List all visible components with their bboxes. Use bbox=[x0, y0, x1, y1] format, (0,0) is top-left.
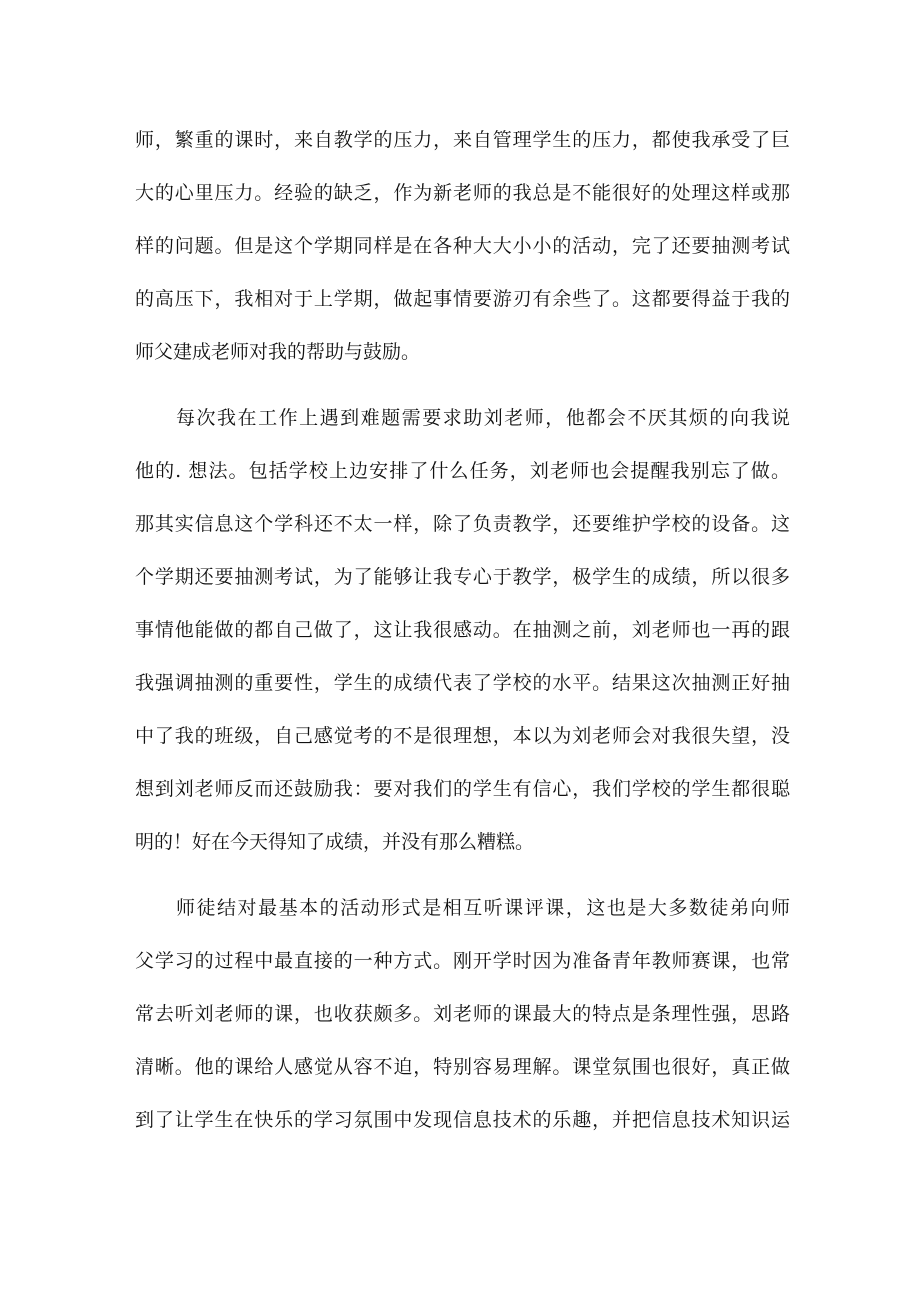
paragraph-3-line-3: 常去听刘老师的课，也收获颇多。刘老师的课最大的特点是条理性强，思路 bbox=[135, 1003, 790, 1025]
paragraph-2-line-8: 想到刘老师反而还鼓励我：要对我们的学生有信心，我们学校的学生都很聪 bbox=[135, 778, 790, 800]
paragraph-2-line-5: 事情他能做的都自己做了，这让我很感动。在抽测之前，刘老师也一再的跟 bbox=[135, 619, 790, 641]
paragraph-3-line-2: 父学习的过程中最直接的一种方式。刚开学时因为准备青年教师赛课，也常 bbox=[135, 950, 790, 972]
paragraph-1-line-5: 师父建成老师对我的帮助与鼓励。 bbox=[135, 341, 421, 363]
paragraph-3-line-4: 清晰。他的课给人感觉从容不迫，特别容易理解。课堂氛围也很好，真正做 bbox=[135, 1056, 790, 1078]
paragraph-2-line-1: 每次我在工作上遇到难题需要求助刘老师，他都会不厌其烦的向我说 bbox=[176, 407, 790, 429]
paragraph-2-line-9: 明的！好在今天得知了成绩，并没有那么糟糕。 bbox=[135, 831, 535, 853]
paragraph-2-line-4: 个学期还要抽测考试，为了能够让我专心于教学，极学生的成绩，所以很多 bbox=[135, 566, 790, 588]
paragraph-1-line-3: 样的问题。但是这个学期同样是在各种大大小小的活动，完了还要抽测考试 bbox=[135, 235, 790, 257]
paragraph-2-line-2: 他的. 想法。包括学校上边安排了什么任务，刘老师也会提醒我别忘了做。 bbox=[135, 460, 790, 482]
paragraph-1-line-1: 师，繁重的课时，来自教学的压力，来自管理学生的压力，都使我承受了巨 bbox=[135, 129, 790, 151]
paragraph-2-line-6: 我强调抽测的重要性，学生的成绩代表了学校的水平。结果这次抽测正好抽 bbox=[135, 672, 790, 694]
paragraph-1-line-4: 的高压下，我相对于上学期，做起事情要游刃有余些了。这都要得益于我的 bbox=[135, 288, 790, 310]
paragraph-2-line-7: 中了我的班级，自己感觉考的不是很理想，本以为刘老师会对我很失望，没 bbox=[135, 725, 790, 747]
paragraph-3-line-5: 到了让学生在快乐的学习氛围中发现信息技术的乐趣，并把信息技术知识运 bbox=[135, 1109, 790, 1131]
paragraph-2-line-3: 那其实信息这个学科还不太一样，除了负责教学，还要维护学校的设备。这 bbox=[135, 513, 790, 535]
paragraph-3-line-1: 师徒结对最基本的活动形式是相互听课评课，这也是大多数徒弟向师 bbox=[176, 897, 790, 919]
paragraph-1-line-2: 大的心里压力。经验的缺乏，作为新老师的我总是不能很好的处理这样或那 bbox=[135, 182, 790, 204]
